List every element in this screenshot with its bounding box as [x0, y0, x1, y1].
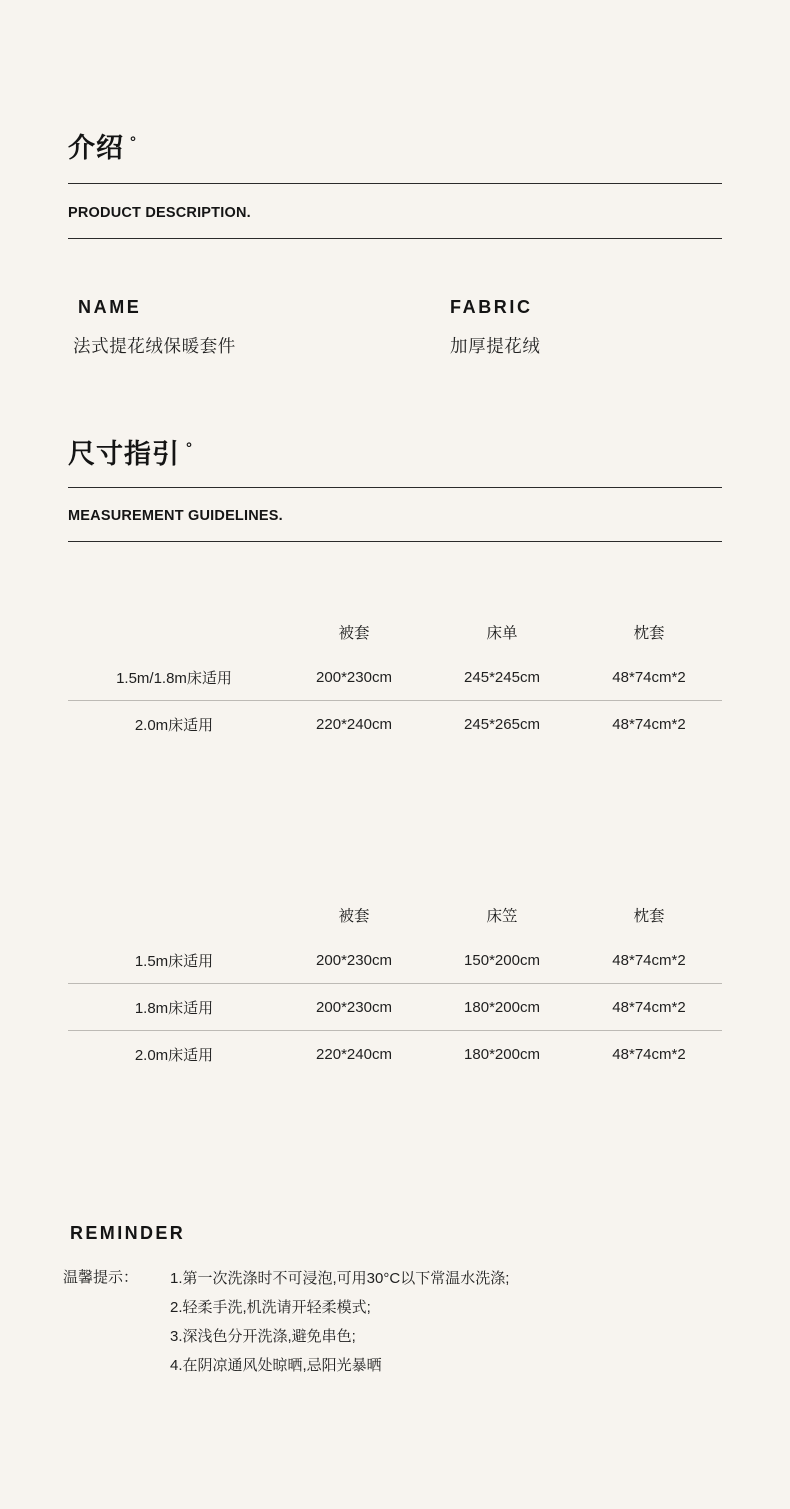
- row-label: 1.8m床适用: [68, 984, 280, 1031]
- table-col-duvet-cover: 被套: [338, 908, 370, 925]
- reminder-lead: 温馨提示：: [63, 1269, 139, 1286]
- row-label: 2.0m床适用: [68, 701, 280, 748]
- cell-duvet-cover: 200*230cm: [280, 984, 428, 1031]
- cell-pillowcase: 48*74cm*2: [576, 701, 722, 748]
- table-col-fitted-sheet: 床笠: [486, 908, 518, 925]
- table-row: [68, 701, 722, 748]
- cell-flat-sheet: 245*265cm: [428, 701, 576, 748]
- measurement-rule-top: [68, 487, 722, 488]
- field-value-fabric: 加厚提花绒: [450, 336, 541, 356]
- table-row: [68, 937, 722, 984]
- size-table-duvet-fitted: [68, 893, 722, 1077]
- row-label: 1.5m床适用: [134, 952, 214, 970]
- cell-duvet-cover: 220*240cm: [280, 701, 428, 748]
- degree-mark-icon: °: [130, 134, 137, 151]
- table-row: [68, 984, 722, 1031]
- intro-heading-en: PRODUCT DESCRIPTION.: [68, 205, 251, 221]
- table-row: [68, 1031, 722, 1078]
- measurement-heading-en: MEASUREMENT GUIDELINES.: [68, 508, 283, 524]
- list-item: 4.在阴凉通风处晾晒,忌阳光暴晒: [170, 1357, 382, 1374]
- field-value-name: 法式提花绒保暖套件: [73, 336, 236, 356]
- table-header-row: [68, 893, 722, 937]
- cell-pillowcase: 48*74cm*2: [612, 668, 686, 686]
- intro-heading-zh: [68, 126, 137, 165]
- reminder-list: [170, 1264, 509, 1380]
- cell-fitted-sheet: 180*200cm: [428, 984, 576, 1031]
- measurement-heading-zh: [68, 432, 193, 471]
- cell-flat-sheet: 245*245cm: [464, 668, 540, 686]
- cell-fitted-sheet: 180*200cm: [428, 1031, 576, 1078]
- table-col-blank: [68, 610, 280, 654]
- row-label: 2.0m床适用: [68, 1031, 280, 1078]
- cell-pillowcase: 48*74cm*2: [576, 1031, 722, 1078]
- cell-fitted-sheet: 150*200cm: [464, 951, 540, 969]
- table-col-pillowcase: 枕套: [633, 908, 665, 925]
- table-col-blank: [68, 893, 280, 937]
- table-row: [68, 654, 722, 701]
- field-label-fabric: FABRIC: [450, 297, 533, 317]
- table-col-pillowcase: 枕套: [633, 625, 665, 642]
- degree-mark-icon-2: °: [186, 440, 193, 457]
- table-col-flat-sheet: 床单: [486, 625, 518, 642]
- cell-duvet-cover: 200*230cm: [316, 668, 392, 686]
- cell-pillowcase: 48*74cm*2: [576, 984, 722, 1031]
- table-col-duvet-cover: 被套: [338, 625, 370, 642]
- measurement-rule-bottom: [68, 541, 722, 542]
- list-item: 2.轻柔手洗,机洗请开轻柔模式;: [170, 1299, 371, 1316]
- cell-duvet-cover: 200*230cm: [316, 951, 392, 969]
- list-item: 3.深浅色分开洗涤,避免串色;: [170, 1328, 356, 1345]
- intro-heading-zh-text: 介绍: [68, 133, 124, 163]
- size-table-duvet-sheet: [68, 610, 722, 747]
- field-label-name: NAME: [78, 297, 142, 317]
- table-header-row: [68, 610, 722, 654]
- reminder-title: REMINDER: [70, 1223, 186, 1243]
- intro-rule-top: [68, 183, 722, 184]
- intro-rule-bottom: [68, 238, 722, 239]
- cell-duvet-cover: 220*240cm: [280, 1031, 428, 1078]
- measurement-heading-zh-text: 尺寸指引: [68, 439, 180, 469]
- row-label: 1.5m/1.8m床适用: [116, 669, 232, 687]
- cell-pillowcase: 48*74cm*2: [612, 951, 686, 969]
- list-item: 1.第一次洗涤时不可浸泡,可用30°C以下常温水洗涤;: [170, 1270, 510, 1287]
